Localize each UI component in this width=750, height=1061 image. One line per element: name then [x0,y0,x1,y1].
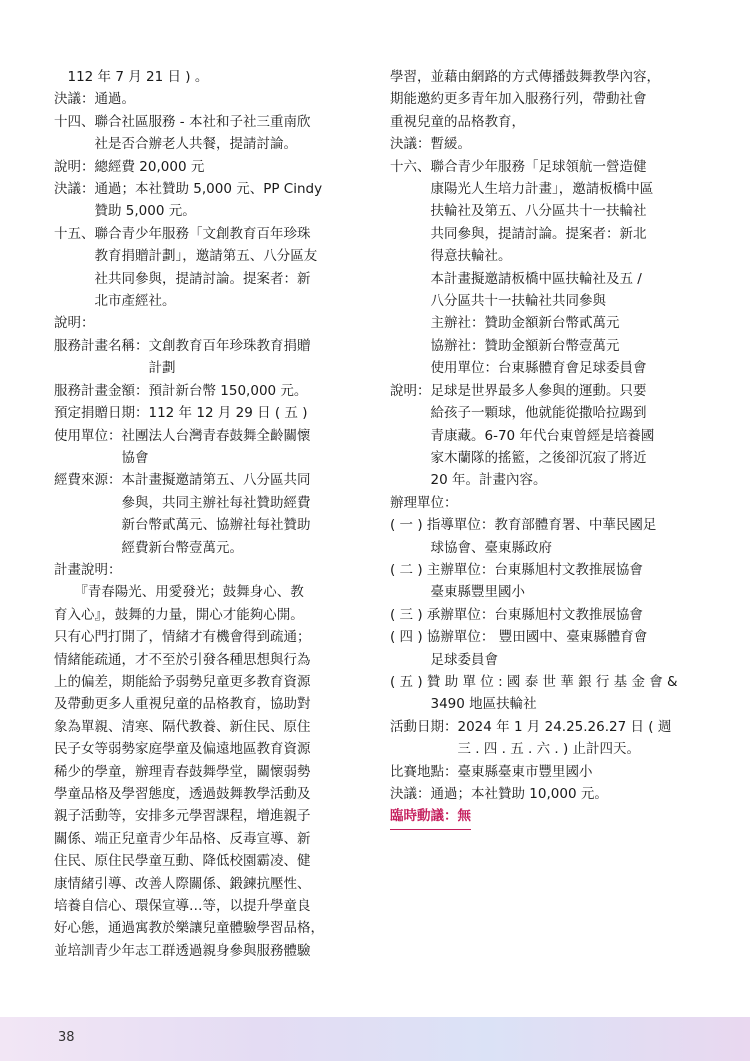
text-line: 社是否合辦老人共餐，提請討論。 [54,136,297,153]
footer-band [0,1017,750,1061]
text-line: 北市產經社。 [54,293,176,310]
text-line: ( 五 ) 贊 助 單 位 : 國 泰 世 華 銀 行 基 金 會 & [390,673,678,690]
text-line: ( 二 ) 主辦單位：台東縣旭村文教推展協會 [390,561,643,578]
text-line: 扶輪社及第五、八分區共十一扶輪社 [390,203,647,220]
right-column [390,66,702,830]
text-line: 服務計畫金額：預計新台幣 150,000 元。 [54,382,308,399]
text-line: 期能邀約更多青年加入服務行列，帶動社會 [390,91,647,108]
text-line: 重視兒童的品格教育， [390,113,525,130]
text-line: 共同參與，提請討論。提案者：新北 [390,225,647,242]
text-line: 家木蘭隊的搖籃，之後卻沉寂了將近 [390,449,647,466]
text-line: 主辦社：贊助金額新台幣貳萬元 [390,315,620,332]
text-line: 三 . 四 . 五 . 六 . ) 止計四天。 [390,741,641,758]
text-line: 親子活動等，安排多元學習課程，增進親子 [54,808,311,825]
left-column [54,66,366,962]
text-line: 得意扶輪社。 [390,248,512,265]
extempore-motion-text: 臨時動議：無 [390,805,471,829]
text-line: 本計畫擬邀請板橋中區扶輪社及五 / [390,270,642,287]
text-line: 象為單親、清寒、隔代教養、新住民、原住 [54,718,311,735]
text-line: 活動日期：2024 年 1 月 24.25.26.27 日 ( 週 [390,718,672,735]
text-line: 培養自信心、環保宣導…等，以提升學童良 [54,898,311,915]
text-line: 服務計畫名稱：文創教育百年珍珠教育捐贈 [54,337,311,354]
text-line: 贊助 5,000 元。 [54,203,196,220]
text-line: 給孩子一顆球，他就能從撒哈拉踢到 [390,405,647,422]
text-line: 學習，並藉由網路的方式傳播鼓舞教學內容， [390,69,660,85]
text-line: 臺東縣豐里國小 [390,584,525,601]
text-line: 說明：足球是世界最多人參與的運動。只要 [390,382,647,399]
text-line: 說明： [54,315,95,332]
text-line: 參與，共同主辦社每社贊助經費 [54,494,311,511]
extempore-motion-heading [390,805,702,829]
text-line: 3490 地區扶輪社 [390,696,537,713]
text-line: 計畫說明： [54,561,122,578]
text-line: 決議：通過；本社贊助 5,000 元、PP Cindy [54,181,323,198]
text-line: ( 三 ) 承辦單位：台東縣旭村文教推展協會 [390,606,643,623]
text-line: 說明：總經費 20,000 元 [54,158,205,175]
text-line: 球協會、臺東縣政府 [390,539,552,556]
text-line: 使用單位：台東縣體育會足球委員會 [390,360,647,377]
text-line: 『青春陽光、用愛發光；鼓舞身心、教 [54,584,304,601]
text-line: 計劃 [54,360,176,377]
text-line: 20 年。計畫內容。 [390,472,547,489]
text-line: 協會 [54,449,149,466]
text-line: 關係、端正兒童青少年品格、反毒宣導、新 [54,830,311,847]
text-line: 112 年 7 月 21 日 ) 。 [54,69,209,85]
text-line: 比賽地點：臺東縣臺東市豐里國小 [390,763,593,780]
text-line: ( 四 ) 協辦單位： 豐田國中、臺東縣體育會 [390,629,648,646]
text-line: 八分區共十一扶輪社共同參與 [390,293,606,310]
text-line: 新台幣貳萬元、協辦社每社贊助 [54,517,311,534]
text-line: 辦理單位： [390,494,458,511]
text-line: 十六、聯合青少年服務「足球領航一營造健 [390,158,647,175]
text-line: 上的偏差，期能給予弱勢兒童更多教育資源 [54,673,311,690]
text-line: 學童品格及學習態度，透過鼓舞教學活動及 [54,786,311,802]
text-line: 並培訓青少年志工群透過親身參與服務體驗 [54,942,311,959]
text-line: 及帶動更多人重視兒童的品格教育，協助對 [54,696,311,713]
text-line: 育入心』，鼓舞的力量，開心才能夠心開。 [54,606,304,623]
text-line: 決議：通過。 [54,91,135,108]
page-number: 38 [58,1030,75,1045]
text-line: 住民、原住民學童互動、降低校園霸凌、健 [54,853,311,870]
text-line: ( 一 ) 指導單位：教育部體育署、中華民國足 [390,517,657,534]
text-line: 社共同參與，提請討論。提案者：新 [54,270,311,287]
text-line: 康情緒引導、改善人際關係、鍛鍊抗壓性、 [54,875,311,892]
text-line: 好心態，通過寓教於樂讓兒童體驗學習品格， [54,920,324,937]
text-line: 協辦社：贊助金額新台幣壹萬元 [390,337,620,354]
text-line: 民子女等弱勢家庭學童及偏遠地區教育資源 [54,741,311,758]
text-line: 十五、聯合青少年服務「文創教育百年珍珠 [54,225,311,242]
text-line: 十四、聯合社區服務 - 本社和子社三重南欣 [54,113,311,130]
text-line: 使用單位：社團法人台灣青春鼓舞全齡關懷 [54,427,311,444]
text-line: 稀少的學童，辦理青春鼓舞學堂，關懷弱勢 [54,763,311,780]
text-line: 預定捐贈日期：112 年 12 月 29 日 ( 五 ) [54,405,308,422]
text-line: 足球委員會 [390,651,498,668]
text-line: 青康藏。6-70 年代台東曾經是培養國 [390,427,655,444]
text-line: 經費新台幣壹萬元。 [54,539,243,556]
text-line: 康陽光人生培力計畫」，邀請板橋中區 [390,181,654,198]
text-line: 教育捐贈計劃」，邀請第五、八分區友 [54,248,318,265]
text-line: 經費來源：本計畫擬邀請第五、八分區共同 [54,472,311,489]
text-line: 決議：暫緩。 [390,136,471,153]
text-line: 情緒能疏通，才不至於引發各種思想與行為 [54,651,311,668]
text-line: 決議：通過；本社贊助 10,000 元。 [390,786,608,802]
text-line: 只有心門打開了，情緒才有機會得到疏通； [54,629,311,646]
